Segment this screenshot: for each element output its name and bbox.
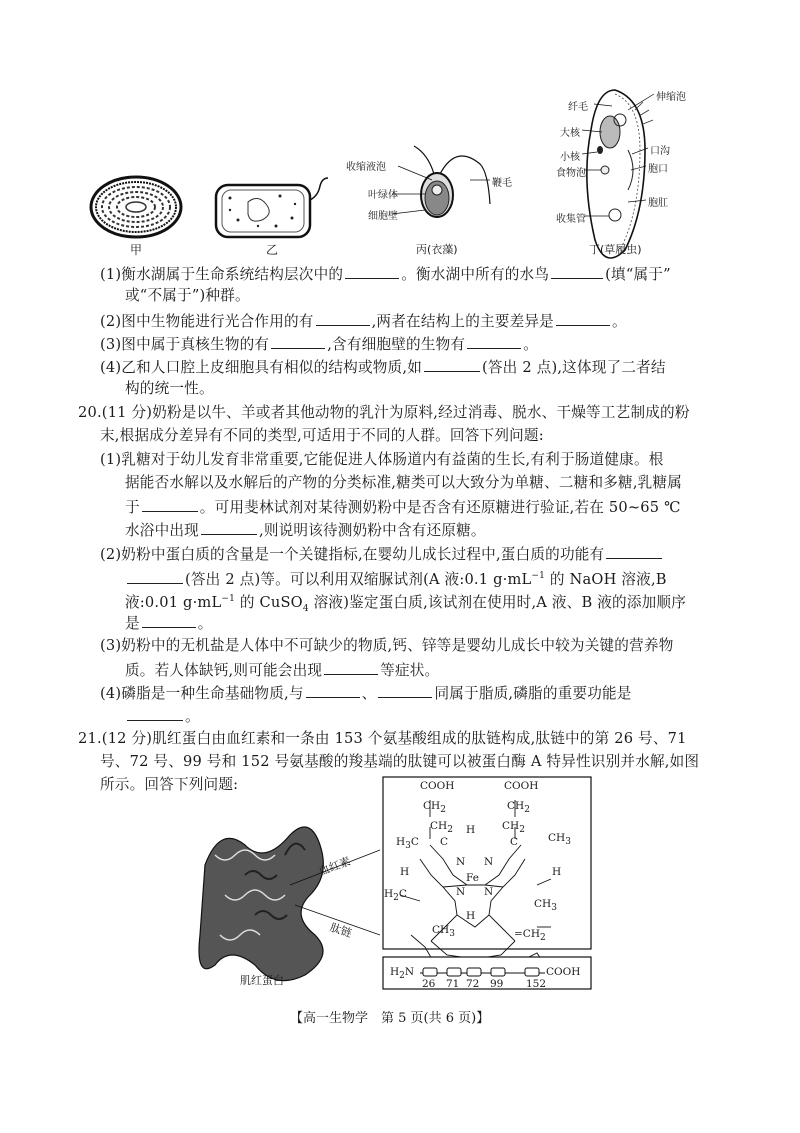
q19-line-1: (1)衡水湖属于生命系统结构层次中的 。衡水湖中所有的水鸟 (填“属于” [100,266,671,283]
label-flagellum: 鞭毛 [492,178,512,189]
chem-ch3-right: $CH_3$ [548,832,571,848]
chem-h-bottom: H [466,910,476,922]
figure-bing-cell [392,146,490,217]
chem-ch2-l1: $CH_2$ [423,800,446,816]
q21-line-2: 号、72 号、99 号和 152 号氨基酸的羧基端的肽键可以被蛋白酶 A 特异性识别并水解,如图 [100,753,700,770]
q19-line-5: (4)乙和人口腔上皮细胞具有相似的结构或物质,如 (答出 2 点),这体现了二者结 [100,359,666,376]
label-contractile-vacuole-ding: 伸缩泡 [656,92,686,103]
chem-h-right: H [552,866,562,878]
answer-blank[interactable] [127,706,183,721]
figure-caption-ding: 丁(草履虫) [589,243,642,256]
chem-c-1: C [440,836,449,848]
q20-line-4: 据能否水解以及水解后的产物的分类标准,糖类可以大致分为单糖、二糖和多糖,乳糖属 [125,474,683,491]
q20-line-13: (4)磷脂是一种生命基础物质,与 、 同属于脂质,磷脂的重要功能是 [100,685,632,702]
chain-site-71: 71 [446,978,460,990]
label-food-vacuole: 食物泡 [556,168,586,179]
label-heme: 血红素 [316,854,353,879]
q19-line-3: (2)图中生物能进行光合作用的有 ,两者在结构上的主要差异是 。 [100,313,627,330]
q20-line-3: (1)乳糖对于幼儿发育非常重要,它能促进人体肠道内有益菌的生长,有利于肠道健康。根 [100,451,664,468]
q20-line-6: 水浴中出现 ,则说明该待测奶粉中含有还原糖。 [125,522,486,539]
answer-blank[interactable] [127,569,183,584]
figure-caption-jia: 甲 [130,243,143,257]
chem-n-4: N [484,886,494,898]
q20-line-5: 于 。可用斐林试剂对某待测奶粉中是否含有还原糖进行验证,若在 50~65 ℃ [125,499,681,516]
answer-blank[interactable] [467,334,521,349]
q19-line-4: (3)图中属于真核生物的有 ,含有细胞壁的生物有 。 [100,336,538,353]
chem-h-left: H [400,866,410,878]
myoglobin-ribbon [199,827,323,981]
answer-blank[interactable] [201,520,257,535]
q20-line-8: (答出 2 点)等。可以利用双缩脲试剂(A 液:0.1 $g\cdot mL^{-1}$ 的 NaOH 溶液,B [125,567,667,589]
chem-ch3-right2: $CH_3$ [534,898,557,914]
answer-blank[interactable] [271,334,325,349]
label-myoglobin: 肌红蛋白 [240,974,284,987]
answer-blank[interactable] [606,544,662,559]
label-peptide-chain: 肽链 [328,920,354,941]
chem-ch2-l2: $CH_2$ [430,820,453,836]
label-cell-wall: 细胞壁 [368,211,398,222]
chem-ch2-r1: $CH_2$ [507,800,530,816]
chem-n-2: N [484,856,494,868]
q20-line-7: (2)奶粉中蛋白质的含量是一个关键指标,在婴幼儿成长过程中,蛋白质的功能有 [100,544,664,564]
answer-blank[interactable] [424,357,480,372]
answer-blank[interactable] [345,264,399,279]
answer-blank[interactable] [142,497,198,512]
q20-line-11: (3)奶粉中的无机盐是人体中不可缺少的物质,钙、锌等是婴幼儿成长中较为关键的营养物 [100,637,674,654]
chem-n-1: N [456,856,466,868]
chain-site-72: 72 [466,978,480,990]
chain-site-152: 152 [526,978,547,990]
answer-blank[interactable] [316,311,370,326]
q19-line-2: 或“不属于”)种群。 [125,287,250,304]
label-cytoproct: 胞肛 [648,198,668,209]
chain-start: $H_2N$ [390,966,415,982]
q19-line-6: 构的统一性。 [125,380,214,397]
chem-h3c-left: $H_3C$ [396,836,419,852]
chem-h2c-left: $H_2C$ [384,888,407,904]
label-chloroplast: 叶绿体 [368,190,398,201]
answer-blank[interactable] [551,264,603,279]
q20-line-2: 末,根据成分差异有不同的类型,可适用于不同的人群。回答下列问题: [100,427,544,444]
label-oral-groove: 口沟 [650,146,670,157]
page-footer: 【高一生物学 第 5 页(共 6 页)】 [290,1011,490,1026]
label-cytostome: 胞口 [648,164,668,175]
answer-blank[interactable] [306,683,360,698]
q21-line-1: 21.(12 分)肌红蛋白由血红素和一条由 153 个氨基酸组成的肽链构成,肽链中的第 26 号、71 [78,730,687,747]
label-contractile-vacuole: 收缩液泡 [346,162,386,173]
figure-caption-yi: 乙 [266,243,279,257]
chem-ch2-r2: $CH_2$ [502,820,525,836]
label-micronucleus: 小核 [560,152,580,163]
q20-line-14: 。 [125,706,200,726]
chem-h-top: H [466,824,476,836]
chem-cooh-right: COOH [504,780,539,792]
chain-site-99: 99 [490,978,504,990]
q21-line-3: 所示。回答下列问题: [100,776,239,793]
chain-site-26: 26 [422,978,436,990]
figure-jia-cell [91,177,181,237]
chem-eqch2-bottom: $=CH_2$ [514,928,546,944]
q20-line-12: 质。若人体缺钙,则可能会出现 等症状。 [125,662,440,679]
answer-blank[interactable] [324,660,378,675]
answer-blank[interactable] [556,311,610,326]
figure-ding-cell [582,90,654,258]
label-cilia: 纤毛 [568,102,588,113]
label-collecting-tube: 收集管 [556,214,586,225]
chem-c-2: C [510,836,519,848]
answer-blank[interactable] [378,683,432,698]
q20-line-1: 20.(11 分)奶粉是以牛、羊或者其他动物的乳汁为原料,经过消毒、脱水、干燥等工艺制成的粉 [78,404,690,421]
figure-caption-bing: 丙(衣藻) [416,243,458,256]
chem-fe: Fe [466,872,479,884]
label-macronucleus: 大核 [560,128,580,139]
chain-end: COOH [546,966,581,978]
q20-line-10: 是 。 [125,615,213,632]
figure-yi-cell [216,178,328,237]
chem-ch3-bottom: $CH_3$ [432,924,455,940]
answer-blank[interactable] [142,613,196,628]
q20-line-9: 液:0.01 $g\cdot mL^{-1}$ 的 CuSO$_4$ 溶液)鉴定蛋白质,该试剂在使用时,A 液、B 液的添加顺序 [125,593,686,614]
chem-n-3: N [456,886,466,898]
chem-cooh-left: COOH [420,780,455,792]
